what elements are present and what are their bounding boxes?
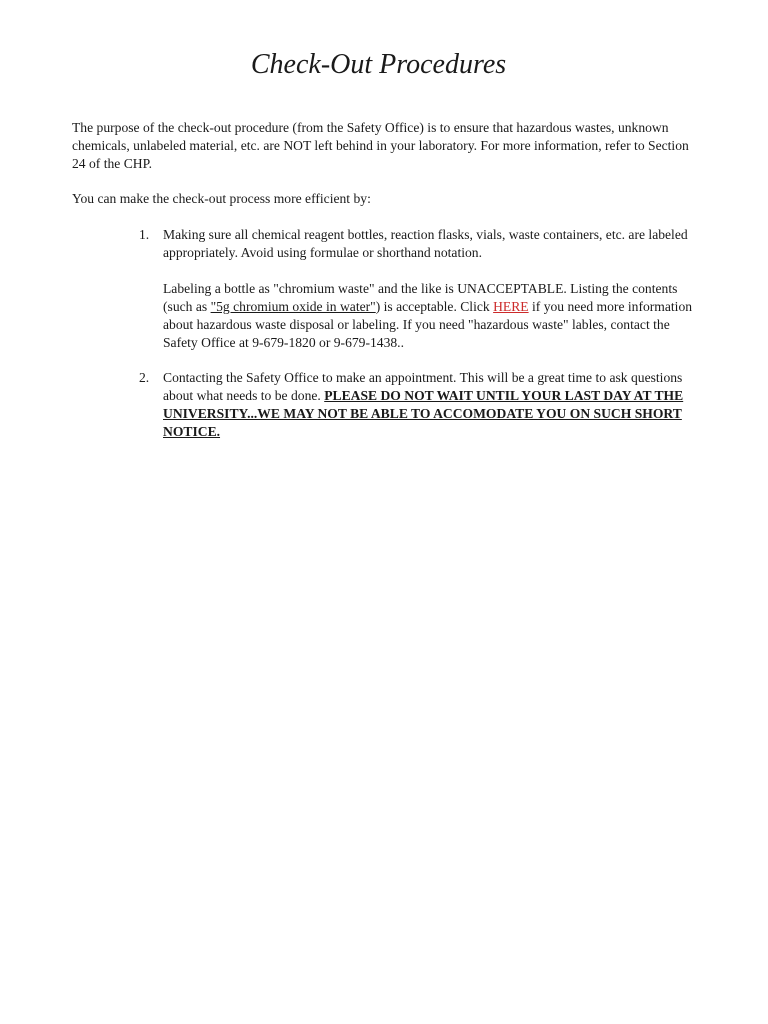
list-item-number-2: 2.	[139, 370, 150, 385]
list-item-number-1: 1.	[139, 227, 150, 242]
labeling-example: "5g chromium oxide in water"	[210, 299, 376, 314]
intro-paragraph: The purpose of the check-out procedure (from the Safety Office) is to ensure that hazardous wastes, unknown chemicals, unlabeled material, etc. are NOT left behind in your laboratory. For more information, refer to Section 24 of the CHP.	[72, 120, 689, 171]
efficiency-lead-paragraph: You can make the check-out process more efficient by:	[72, 191, 371, 206]
list-item-1-text: Making sure all chemical reagent bottles, reaction flasks, vials, waste containers, etc. are labeled appropriately. Avoid using formulae or shorthand notation.	[163, 227, 688, 260]
labeling-text-middle: ) is acceptable. Click	[375, 299, 494, 314]
labeling-text-start: Labeling a bottle as "chromium waste" and the like is UNACCEPTABLE. Listing the contents (such as	[163, 281, 678, 314]
appointment-text: Contacting the Safety Office to make an appointment. This will be a great time to ask questions about what needs to be done.	[163, 370, 683, 403]
here-link[interactable]: HERE	[493, 299, 529, 314]
list-item-2-text	[163, 369, 698, 441]
page-title: Check-Out Procedures	[250, 49, 507, 80]
labeling-text-end: if you need more information about hazardous waste disposal or labeling. If you need "hazardous waste" lables, contact the Safety Office at 9-679-1820 or 9-679-1438..	[163, 299, 693, 350]
list-item-1-labeling-paragraph	[163, 280, 698, 352]
emphasis-warning: PLEASE DO NOT WAIT UNTIL YOUR LAST DAY AT THE UNIVERSITY...WE MAY NOT BE ABLE TO ACCOMODATE YOU ON SUCH SHORT NOTICE.	[163, 388, 684, 439]
